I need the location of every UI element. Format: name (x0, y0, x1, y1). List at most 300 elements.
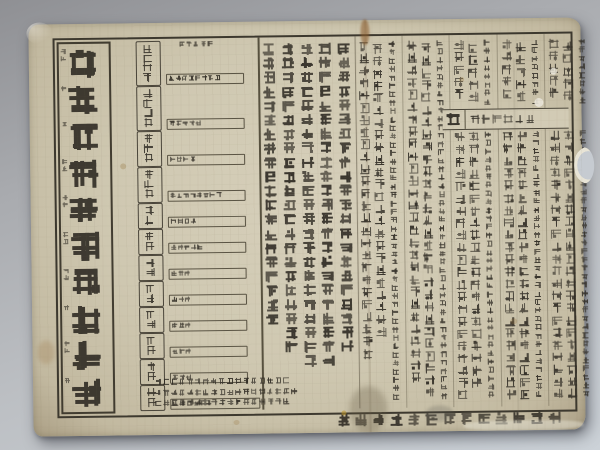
glyph (580, 139, 586, 145)
glyph (409, 237, 419, 247)
glyph (216, 192, 221, 197)
glyph (436, 57, 442, 63)
glyph (566, 253, 576, 263)
glyph (552, 254, 562, 264)
glyph (422, 154, 432, 164)
glyph (534, 240, 540, 246)
glyph (454, 40, 464, 50)
glyph (390, 184, 396, 190)
glyph (341, 298, 353, 310)
glyph (485, 132, 491, 138)
glyph (195, 389, 201, 395)
glyph (190, 218, 195, 223)
glyph (534, 215, 540, 221)
glyph (190, 192, 195, 197)
glyph (267, 377, 273, 383)
glyph (502, 64, 512, 74)
glyph (407, 90, 417, 100)
glyph (69, 122, 98, 151)
glyph (187, 389, 193, 395)
glyph (374, 179, 384, 189)
glyph (550, 155, 560, 165)
glyph (171, 379, 177, 385)
glyph (360, 152, 370, 162)
glyph (504, 242, 514, 252)
glyph (390, 116, 396, 122)
glyph (283, 185, 295, 197)
glyph (375, 241, 385, 251)
glyph (187, 400, 193, 406)
glyph (563, 42, 573, 52)
glyph (374, 118, 384, 128)
glyph (143, 108, 152, 117)
glyph (339, 142, 351, 154)
glyph (375, 216, 385, 226)
glyph (504, 114, 513, 123)
glyph (340, 241, 352, 253)
glyph (487, 258, 493, 264)
glyph (374, 167, 384, 177)
glyph (179, 389, 185, 395)
glyph (171, 245, 176, 250)
glyph (486, 207, 492, 213)
glyph (392, 276, 398, 282)
glyph (457, 292, 467, 302)
glyph (488, 384, 494, 390)
glyph (359, 78, 369, 88)
glyph (265, 242, 277, 254)
glyph (471, 304, 481, 314)
glyph (454, 77, 464, 87)
glyph (171, 389, 177, 395)
glyph (62, 159, 67, 164)
glyph (407, 102, 417, 112)
glyph (583, 366, 589, 372)
glyph (421, 117, 431, 127)
glyph (61, 56, 66, 61)
glyph (484, 40, 490, 46)
glyph (439, 275, 445, 281)
glyph (552, 291, 562, 301)
glyph (320, 99, 332, 111)
glyph (303, 256, 315, 268)
glyph (321, 213, 333, 225)
glyph (374, 142, 384, 152)
glyph (504, 205, 514, 215)
glyph (437, 99, 443, 105)
glyph (410, 348, 420, 358)
glyph (487, 325, 493, 331)
glyph (146, 336, 155, 345)
glyph (425, 413, 437, 425)
glyph (454, 65, 464, 75)
glyph (515, 42, 525, 52)
glyph (338, 85, 350, 97)
glyph (291, 388, 297, 394)
glyph (583, 374, 589, 380)
glyph (517, 193, 527, 203)
glyph (282, 72, 294, 84)
glyph (580, 89, 586, 95)
glyph (322, 241, 334, 253)
glyph (456, 193, 466, 203)
glyph (439, 233, 445, 239)
glyph (339, 113, 351, 125)
glyph (227, 388, 233, 394)
glyph (389, 49, 395, 55)
glyph (438, 166, 444, 172)
glyph (203, 399, 209, 405)
glyph (71, 341, 100, 370)
glyph (437, 91, 443, 97)
glyph (373, 93, 383, 103)
glyph (144, 180, 153, 189)
glyph (579, 64, 585, 70)
glyph (469, 144, 479, 154)
glyph (171, 193, 176, 198)
glyph (301, 142, 313, 154)
glyph (487, 316, 493, 322)
glyph (302, 157, 314, 169)
glyph (519, 340, 529, 350)
glyph (439, 267, 445, 273)
glyph (144, 118, 153, 127)
glyph (376, 265, 386, 275)
glyph (517, 143, 527, 153)
glyph (390, 167, 396, 173)
glyph (360, 127, 370, 137)
glyph (177, 219, 182, 224)
glyph (505, 353, 515, 363)
glyph (422, 166, 432, 176)
glyph (360, 164, 370, 174)
glyph (425, 375, 435, 385)
glyph (337, 414, 349, 426)
glyph (470, 230, 480, 240)
glyph (410, 360, 420, 370)
glyph (581, 172, 587, 178)
glyph (144, 189, 153, 198)
glyph (456, 181, 466, 191)
glyph (319, 57, 331, 69)
glyph (185, 271, 190, 276)
glyph (484, 48, 490, 54)
glyph (458, 366, 468, 376)
glyph (493, 114, 502, 123)
glyph (195, 75, 200, 80)
glyph (144, 134, 153, 143)
glyph (183, 157, 188, 162)
glyph (189, 120, 194, 125)
glyph (409, 287, 419, 297)
glyph (438, 175, 444, 181)
glyph (184, 193, 189, 198)
glyph (267, 398, 273, 404)
glyph (304, 355, 316, 367)
glyph (360, 115, 370, 125)
glyph (323, 355, 335, 367)
glyph (423, 277, 433, 287)
glyph (275, 388, 281, 394)
glyph (341, 326, 353, 338)
glyph (565, 204, 575, 214)
glyph (422, 191, 432, 201)
glyph (391, 209, 397, 215)
glyph (551, 204, 561, 214)
glyph (173, 349, 178, 354)
glyph (550, 131, 560, 141)
glyph (163, 379, 169, 385)
glyph (171, 219, 176, 224)
glyph (376, 302, 386, 312)
glyph (64, 275, 69, 280)
glyph (566, 278, 576, 288)
glyph (375, 253, 385, 263)
glyph (456, 243, 466, 253)
glyph (472, 365, 482, 375)
glyph (265, 214, 277, 226)
glyph (146, 267, 155, 276)
glyph (420, 43, 430, 53)
glyph (436, 40, 442, 46)
glyph (471, 292, 481, 302)
glyph (533, 131, 539, 137)
glyph (488, 392, 494, 398)
glyph (563, 66, 573, 76)
glyph (361, 201, 371, 211)
glyph (374, 155, 384, 165)
glyph (408, 176, 418, 186)
glyph (145, 206, 154, 215)
glyph (184, 219, 189, 224)
glyph (408, 200, 418, 210)
glyph (178, 271, 183, 276)
glyph (505, 303, 515, 313)
glyph (341, 255, 353, 267)
glyph (584, 391, 590, 397)
glyph (531, 412, 543, 424)
glyph (519, 291, 529, 301)
glyph (179, 323, 184, 328)
glyph (535, 307, 541, 313)
glyph (484, 90, 490, 96)
glyph (423, 240, 433, 250)
glyph (391, 259, 397, 265)
glyph (301, 86, 313, 98)
glyph (565, 167, 575, 177)
glyph (581, 231, 587, 237)
colophon-row (333, 410, 571, 431)
glyph (259, 399, 265, 405)
glyph (488, 333, 494, 339)
glyph (392, 268, 398, 274)
glyph (487, 308, 493, 314)
glyph (320, 142, 332, 154)
glyph (63, 195, 68, 200)
glyph (359, 66, 369, 76)
glyph (208, 41, 213, 46)
glyph (503, 193, 513, 203)
glyph (440, 301, 446, 307)
glyph (172, 271, 177, 276)
glyph (551, 168, 561, 178)
glyph (438, 149, 444, 155)
glyph (359, 53, 369, 63)
glyph (458, 329, 468, 339)
glyph (563, 78, 573, 88)
glyph (567, 315, 577, 325)
glyph (422, 216, 432, 226)
glyph (536, 391, 542, 397)
glyph (468, 55, 478, 65)
glyph (284, 256, 296, 268)
glyph (504, 279, 514, 289)
glyph (320, 114, 332, 126)
glyph (143, 54, 152, 63)
glyph (423, 289, 433, 299)
glyph (409, 262, 419, 272)
glyph (535, 333, 541, 339)
glyph (285, 341, 297, 353)
glyph (513, 412, 525, 424)
glyph (553, 352, 563, 362)
glyph (361, 238, 371, 248)
glyph (532, 81, 538, 87)
glyph (339, 170, 351, 182)
glyph (227, 399, 233, 405)
glyph (143, 63, 152, 72)
glyph (391, 200, 397, 206)
glyph (487, 283, 493, 289)
glyph (468, 67, 478, 77)
glyph (389, 74, 395, 80)
glyph (461, 413, 473, 425)
glyph (533, 165, 539, 171)
glyph (437, 74, 443, 80)
glyph (518, 266, 528, 276)
glyph (488, 350, 494, 356)
glyph (283, 128, 295, 140)
glyph (389, 100, 395, 106)
glyph (518, 242, 528, 252)
glyph (187, 379, 193, 385)
glyph (536, 366, 542, 372)
glyph (340, 213, 352, 225)
glyph (362, 312, 372, 322)
glyph (208, 75, 213, 80)
glyph (455, 169, 465, 179)
glyph (321, 227, 333, 239)
glyph (284, 270, 296, 282)
glyph (534, 249, 540, 255)
glyph (421, 129, 431, 139)
glyph (549, 51, 559, 61)
glyph (531, 39, 537, 45)
glyph (409, 250, 419, 260)
glyph (187, 41, 192, 46)
glyph (71, 304, 100, 333)
glyph (441, 393, 447, 399)
glyph (438, 217, 444, 223)
glyph (486, 174, 492, 180)
glyph (567, 340, 577, 350)
glyph (259, 388, 265, 394)
glyph (424, 314, 434, 324)
glyph (439, 242, 445, 248)
glyph (359, 41, 369, 51)
glyph (439, 225, 445, 231)
glyph (359, 103, 369, 113)
glyph (284, 214, 296, 226)
genealogy-strip (110, 38, 263, 412)
glyph (486, 182, 492, 188)
glyph (301, 114, 313, 126)
glyph (553, 340, 563, 350)
glyph (145, 242, 154, 251)
glyph (186, 349, 191, 354)
glyph (63, 239, 68, 244)
glyph (390, 150, 396, 156)
glyph (390, 125, 396, 131)
glyph (179, 379, 185, 385)
glyph (439, 250, 445, 256)
glyph (533, 173, 539, 179)
glyph (392, 318, 398, 324)
glyph (504, 254, 514, 264)
glyph (583, 357, 589, 363)
glyph (457, 255, 467, 265)
glyph (471, 279, 481, 289)
glyph (503, 144, 513, 154)
glyph (64, 305, 69, 310)
glyph (471, 115, 480, 124)
glyph (441, 376, 447, 382)
glyph (472, 329, 482, 339)
glyph (390, 142, 396, 148)
glyph (424, 363, 434, 373)
glyph (170, 121, 175, 126)
glyph (355, 414, 367, 426)
glyph (144, 153, 153, 162)
glyph (567, 327, 577, 337)
glyph (144, 144, 153, 153)
glyph (505, 316, 515, 326)
glyph (203, 378, 209, 384)
glyph (285, 285, 297, 297)
glyph (437, 133, 443, 139)
glyph (302, 199, 314, 211)
glyph (422, 179, 432, 189)
glyph (391, 234, 397, 240)
glyph (392, 310, 398, 316)
glyph (303, 242, 315, 254)
glyph (582, 273, 588, 279)
glyph (531, 47, 537, 53)
glyph (342, 341, 354, 353)
glyph (439, 259, 445, 265)
glyph (143, 44, 152, 53)
glyph (438, 200, 444, 206)
glyph (564, 155, 574, 165)
glyph (447, 113, 460, 126)
glyph (583, 324, 589, 330)
glyph (406, 65, 416, 75)
glyph (439, 284, 445, 290)
glyph (579, 47, 585, 53)
glyph (340, 184, 352, 196)
glyph (532, 98, 538, 104)
glyph (389, 41, 395, 47)
